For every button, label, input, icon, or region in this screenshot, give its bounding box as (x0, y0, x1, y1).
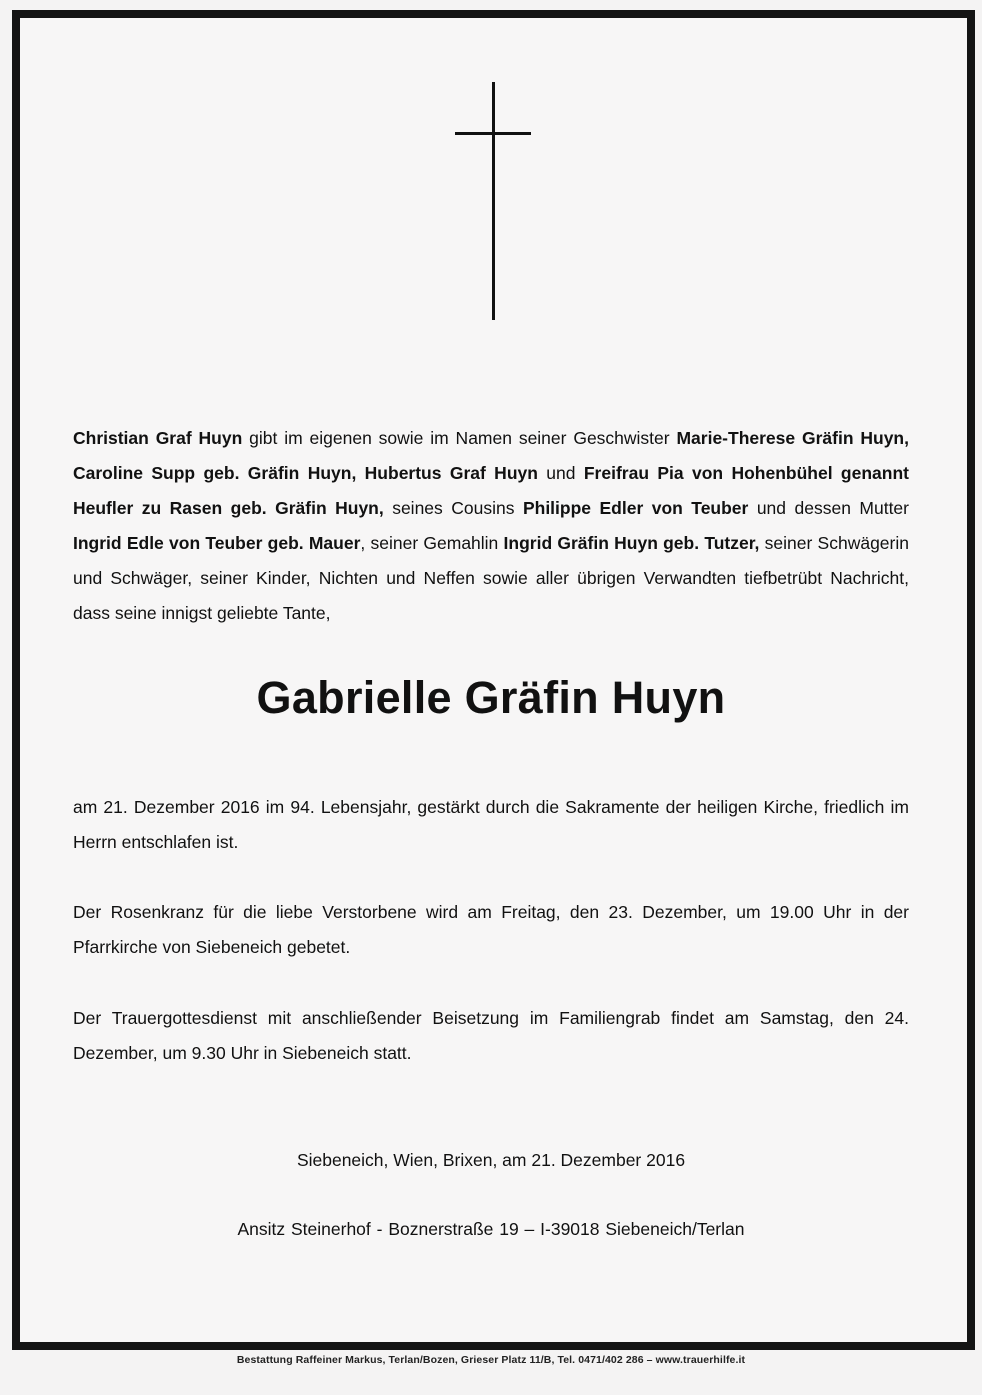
deceased-name: Gabrielle Gräfin Huyn (256, 672, 726, 723)
intro-text-segment: seines Cousins (383, 498, 523, 518)
intro-name-segment: Philippe Edler von Teuber (522, 498, 749, 518)
intro-name-segment: Marie-Therese Gräfin Huyn, Caroline Supp geb. Gräfin Huyn, Hubertus Graf Huyn (73, 428, 909, 483)
place-date-line: Siebeneich, Wien, Brixen, am 21. Dezember 2016 (296, 1150, 686, 1170)
intro-name-segment: Christian Graf Huyn (73, 428, 243, 448)
intro-text-segment: , seiner Gemahlin (360, 533, 504, 553)
intro-paragraph (73, 421, 909, 631)
intro-text-segment: und (537, 463, 584, 483)
intro-text-segment: gibt im eigenen sowie im Namen seiner Geschwister (242, 428, 677, 448)
funeral-home-footer: Bestattung Raffeiner Markus, Terlan/Bozen, Grieser Platz 11/B, Tel. 0471/402 286 – www.trauerhilfe.it (236, 1354, 746, 1366)
intro-text-segment: und dessen Mutter (748, 498, 909, 518)
rosary-paragraph: Der Rosenkranz für die liebe Verstorbene wird am Freitag, den 23. Dezember, um 19.00 Uhr in der Pfarrkirche von Siebeneich gebetet. (73, 902, 909, 957)
address-line: Ansitz Steinerhof - Boznerstraße 19 – I-39018 Siebeneich/Terlan (237, 1219, 745, 1239)
funeral-paragraph: Der Trauergottesdienst mit anschließender Beisetzung im Familiengrab findet am Samstag, den 24. Dezember, um 9.30 Uhr in Siebeneich statt. (73, 1008, 909, 1063)
intro-text-segment: seiner Schwägerin und Schwäger, seiner Kinder, Nichten und Neffen sowie aller übrigen Verwandten tiefbetrübt Nachricht, dass seine innigst geliebte Tante, (73, 533, 909, 623)
cross-vertical-bar (492, 82, 495, 320)
intro-name-segment: Ingrid Gräfin Huyn geb. Tutzer, (503, 533, 760, 553)
death-paragraph: am 21. Dezember 2016 im 94. Lebensjahr, gestärkt durch die Sakramente der heiligen Kirche, friedlich im Herrn entschlafen ist. (73, 797, 909, 852)
cross-horizontal-bar (455, 132, 531, 135)
intro-name-segment: Ingrid Edle von Teuber geb. Mauer (73, 533, 361, 553)
intro-name-segment: Freifrau Pia von Hohenbühel genannt Heufler zu Rasen geb. Gräfin Huyn, (73, 463, 909, 518)
